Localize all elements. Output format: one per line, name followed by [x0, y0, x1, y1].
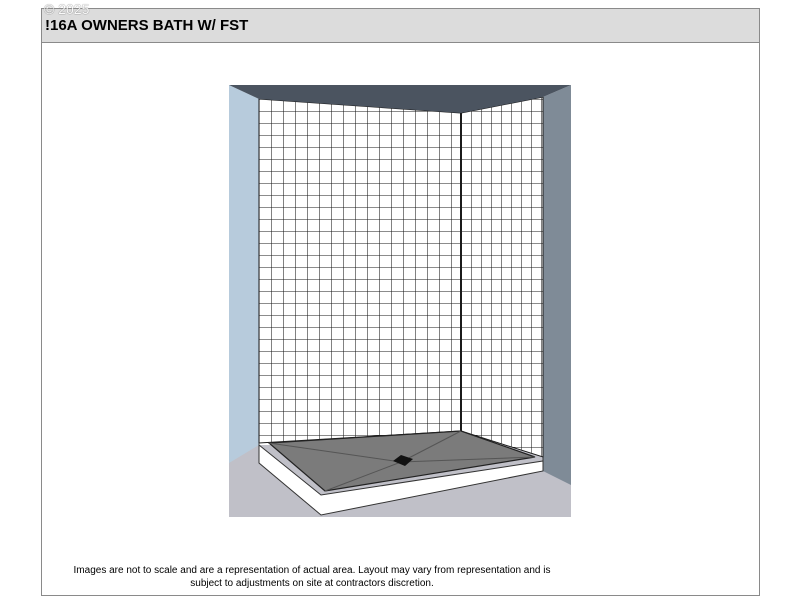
right-return-wall-tiles: [461, 97, 543, 457]
page-title: !16A OWNERS BATH W/ FST: [45, 17, 249, 34]
back-wall-tiles: [259, 99, 461, 443]
right-wall: [543, 85, 571, 485]
left-wall: [229, 85, 259, 463]
disclaimer-caption: [55, 564, 569, 590]
copyright-watermark: © 2025: [44, 1, 90, 17]
disclaimer-line-1: Images are not to scale and are a representation of actual area. Layout may vary from representation and is: [73, 565, 551, 576]
title-bar: [42, 9, 759, 43]
shower-illustration: [229, 85, 571, 517]
disclaimer-line-2: subject to adjustments on site at contractors discretion.: [190, 578, 434, 589]
